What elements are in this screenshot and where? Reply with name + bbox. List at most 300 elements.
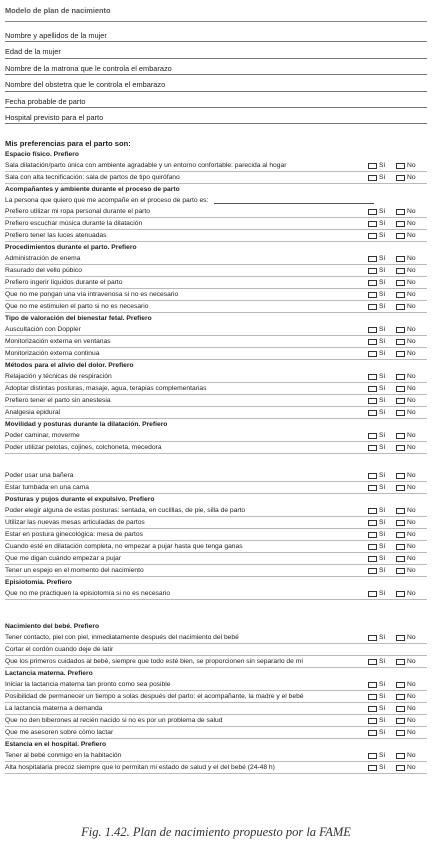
preference-label: Prefiero tener las luces atenuadas <box>5 232 107 240</box>
no-label: No <box>407 255 416 263</box>
yes-no-choices <box>368 482 427 493</box>
yes-checkbox[interactable] <box>368 544 377 551</box>
yes-checkbox[interactable] <box>368 635 377 642</box>
section-heading-label: Acompañantes y ambiente durante el proceso de parto <box>5 186 180 194</box>
yes-checkbox[interactable] <box>368 175 377 182</box>
birth-plan-form <box>5 5 427 774</box>
preference-label: Poder caminar, moverme <box>5 432 80 440</box>
yes-label: Sí <box>379 555 386 563</box>
yes-checkbox[interactable] <box>368 256 377 263</box>
section-heading <box>5 621 427 632</box>
yes-no-choices <box>368 565 427 576</box>
preference-row <box>5 230 427 242</box>
yes-label: Sí <box>379 444 386 452</box>
yes-no-choices <box>368 277 427 288</box>
no-checkbox[interactable] <box>396 351 405 358</box>
yes-checkbox[interactable] <box>368 351 377 358</box>
yes-label: Sí <box>379 658 386 666</box>
no-label: No <box>407 681 416 689</box>
no-checkbox[interactable] <box>396 532 405 539</box>
yes-label: Sí <box>379 634 386 642</box>
preferences-title: Mis preferencias para el parto son: <box>5 139 131 149</box>
no-label: No <box>407 279 416 287</box>
yes-label: Sí <box>379 531 386 539</box>
yes-label: Sí <box>379 208 386 216</box>
yes-label: Sí <box>379 472 386 480</box>
yes-no-choices <box>368 679 427 690</box>
yes-no-choices <box>368 383 427 394</box>
field-midwife: Nombre de la matrona que le controla el embarazo <box>5 59 427 75</box>
preference-label: Poder usar una bañera <box>5 472 74 480</box>
section-heading-label: Posturas y pujos durante el expulsivo. Prefiero <box>5 496 155 504</box>
no-label: No <box>407 705 416 713</box>
yes-checkbox[interactable] <box>368 233 377 240</box>
preference-label: Monitorización externa continua <box>5 350 100 358</box>
yes-label: Sí <box>379 567 386 575</box>
section-heading-label: Nacimiento del bebé. Prefiero <box>5 623 100 631</box>
yes-label: Sí <box>379 303 386 311</box>
no-label: No <box>407 350 416 358</box>
no-checkbox[interactable] <box>396 765 405 772</box>
preference-label: Prefiero ingerir líquidos durante el parto <box>5 279 123 287</box>
yes-checkbox[interactable] <box>368 556 377 563</box>
preference-label: Tener al bebé conmigo en la habitación <box>5 752 122 760</box>
no-label: No <box>407 729 416 737</box>
yes-no-choices <box>368 715 427 726</box>
preference-row <box>5 632 427 644</box>
preference-row <box>5 715 427 727</box>
yes-label: Sí <box>379 681 386 689</box>
no-label: No <box>407 397 416 405</box>
field-due-date: Fecha probable de parto <box>5 92 427 108</box>
field-obstetrician: Nombre del obstetra que le controla el embarazo <box>5 75 427 91</box>
preference-row <box>5 172 427 184</box>
yes-checkbox[interactable] <box>368 209 377 216</box>
yes-checkbox[interactable] <box>368 568 377 575</box>
preference-row <box>5 679 427 691</box>
no-label: No <box>407 555 416 563</box>
yes-no-choices <box>368 218 427 229</box>
yes-checkbox[interactable] <box>368 327 377 334</box>
no-label: No <box>407 267 416 275</box>
yes-no-choices <box>368 727 427 738</box>
yes-label: Sí <box>379 590 386 598</box>
yes-label: Sí <box>379 267 386 275</box>
no-label: No <box>407 162 416 170</box>
section-heading-label: Procedimientos durante el parto. Prefiero <box>5 244 137 252</box>
preference-label: Administración de enema <box>5 255 81 263</box>
yes-no-choices <box>368 470 427 481</box>
yes-no-choices <box>368 762 427 773</box>
no-checkbox[interactable] <box>396 398 405 405</box>
yes-label: Sí <box>379 338 386 346</box>
yes-checkbox[interactable] <box>368 280 377 287</box>
yes-label: Sí <box>379 291 386 299</box>
preference-label: Monitorización externa en ventanas <box>5 338 111 346</box>
no-label: No <box>407 693 416 701</box>
yes-label: Sí <box>379 220 386 228</box>
no-label: No <box>407 385 416 393</box>
yes-checkbox[interactable] <box>368 659 377 666</box>
yes-checkbox[interactable] <box>368 765 377 772</box>
yes-checkbox[interactable] <box>368 386 377 393</box>
no-checkbox[interactable] <box>396 544 405 551</box>
yes-no-choices <box>368 172 427 183</box>
yes-checkbox[interactable] <box>368 706 377 713</box>
preference-row <box>5 762 427 774</box>
no-label: No <box>407 432 416 440</box>
yes-checkbox[interactable] <box>368 473 377 480</box>
yes-checkbox[interactable] <box>368 532 377 539</box>
preference-row <box>5 553 427 565</box>
preference-row <box>5 324 427 336</box>
preference-row <box>5 517 427 529</box>
preference-label: Auscultación con Doppler <box>5 326 81 334</box>
preference-row <box>5 656 427 668</box>
yes-checkbox[interactable] <box>368 694 377 701</box>
no-checkbox[interactable] <box>396 268 405 275</box>
no-label: No <box>407 373 416 381</box>
field-age: Edad de la mujer <box>5 42 427 58</box>
preference-row <box>5 703 427 715</box>
yes-label: Sí <box>379 717 386 725</box>
preference-row <box>5 253 427 265</box>
preference-label: Alta hospitalaria precoz siempre que lo permitan mi estado de salud y el del bebé (24-48 h) <box>5 764 275 772</box>
preference-row <box>5 265 427 277</box>
yes-no-choices <box>368 336 427 347</box>
no-checkbox[interactable] <box>396 568 405 575</box>
section-heading <box>5 739 427 750</box>
section-heading <box>5 242 427 253</box>
yes-label: Sí <box>379 519 386 527</box>
preference-label: Prefiero tener el parto sin anestesia <box>5 397 111 405</box>
yes-label: Sí <box>379 693 386 701</box>
yes-label: Sí <box>379 397 386 405</box>
no-label: No <box>407 567 416 575</box>
no-checkbox[interactable] <box>396 410 405 417</box>
preference-label: Relajación y técnicas de respiración <box>5 373 112 381</box>
yes-label: Sí <box>379 543 386 551</box>
yes-checkbox[interactable] <box>368 508 377 515</box>
yes-no-choices <box>368 301 427 312</box>
no-checkbox[interactable] <box>396 706 405 713</box>
yes-checkbox[interactable] <box>368 398 377 405</box>
yes-no-choices <box>368 206 427 217</box>
section-heading-label: Estancia en el hospital. Prefiero <box>5 741 107 749</box>
yes-checkbox[interactable] <box>368 591 377 598</box>
preference-row <box>5 195 427 206</box>
yes-checkbox[interactable] <box>368 730 377 737</box>
no-label: No <box>407 634 416 642</box>
preference-label: Iniciar la lactancia materna tan pronto como sea posible <box>5 681 171 689</box>
yes-label: Sí <box>379 764 386 772</box>
preference-row <box>5 407 427 419</box>
preference-row <box>5 750 427 762</box>
section-heading <box>5 313 427 324</box>
no-checkbox[interactable] <box>396 339 405 346</box>
yes-checkbox[interactable] <box>368 163 377 170</box>
preference-label: Tener contacto, piel con piel, inmediatamente después del nacimiento del bebé <box>5 634 239 642</box>
yes-checkbox[interactable] <box>368 520 377 527</box>
yes-no-choices <box>368 230 427 241</box>
section-heading-label: Métodos para el alivio del dolor. Prefiero <box>5 362 134 370</box>
no-checkbox[interactable] <box>396 163 405 170</box>
no-checkbox[interactable] <box>396 233 405 240</box>
yes-label: Sí <box>379 350 386 358</box>
preference-row <box>5 336 427 348</box>
companion-name-line[interactable] <box>214 203 374 204</box>
section-heading <box>5 577 427 588</box>
no-checkbox[interactable] <box>396 591 405 598</box>
yes-label: Sí <box>379 409 386 417</box>
preference-row <box>5 218 427 230</box>
preference-row <box>5 482 427 494</box>
yes-no-choices <box>368 529 427 540</box>
preference-label: Que me asesoren sobre cómo lactar <box>5 729 114 737</box>
no-checkbox[interactable] <box>396 209 405 216</box>
preference-label: Estar tumbada en una cama <box>5 484 90 492</box>
preference-label: Analgesia epidural <box>5 409 61 417</box>
yes-checkbox[interactable] <box>368 304 377 311</box>
section-heading <box>5 360 427 371</box>
no-label: No <box>407 409 416 417</box>
preference-label: Prefiero utilizar mi ropa personal durante el parto <box>5 208 150 216</box>
no-checkbox[interactable] <box>396 520 405 527</box>
no-checkbox[interactable] <box>396 718 405 725</box>
preference-row <box>5 541 427 553</box>
preference-label: Poder utilizar pelotas, cojines, colchoneta, mecedora <box>5 444 162 452</box>
preference-row <box>5 371 427 383</box>
no-label: No <box>407 472 416 480</box>
yes-no-choices <box>368 703 427 714</box>
yes-no-choices <box>368 541 427 552</box>
no-checkbox[interactable] <box>396 730 405 737</box>
section-heading <box>5 184 427 195</box>
no-label: No <box>407 764 416 772</box>
preferences-block-3 <box>5 621 427 774</box>
yes-no-choices <box>368 656 427 667</box>
no-checkbox[interactable] <box>396 473 405 480</box>
preference-row <box>5 588 427 600</box>
no-label: No <box>407 658 416 666</box>
no-label: No <box>407 220 416 228</box>
preference-row <box>5 206 427 218</box>
preference-label: Sala dilatación/parto única con ambiente agradable y un entorno confortable: parecida al hogar <box>5 162 287 170</box>
no-checkbox[interactable] <box>396 221 405 228</box>
preference-label: Estar en postura ginecológica: mesa de partos <box>5 531 143 539</box>
yes-label: Sí <box>379 432 386 440</box>
preference-label: Prefiero escuchar música durante la dilatación <box>5 220 143 228</box>
no-label: No <box>407 717 416 725</box>
preference-row <box>5 565 427 577</box>
preference-label: Cuando esté en dilatación completa, no empezar a pujar hasta que tenga ganas <box>5 543 243 551</box>
yes-no-choices <box>368 430 427 441</box>
preference-label: Que no me estimulen el parto si no es necesario <box>5 303 149 311</box>
preference-row <box>5 691 427 703</box>
yes-no-choices <box>368 553 427 564</box>
no-label: No <box>407 752 416 760</box>
preference-label: Tener un espejo en el momento del nacimiento <box>5 567 144 575</box>
no-checkbox[interactable] <box>396 659 405 666</box>
yes-label: Sí <box>379 255 386 263</box>
yes-checkbox[interactable] <box>368 433 377 440</box>
yes-no-choices <box>368 517 427 528</box>
preference-label: Que no me practiquen la episiotomía si no es necesario <box>5 590 171 598</box>
no-label: No <box>407 232 416 240</box>
no-checkbox[interactable] <box>396 556 405 563</box>
preferences-block-2 <box>5 470 427 600</box>
preference-row <box>5 289 427 301</box>
preference-row <box>5 727 427 739</box>
yes-checkbox[interactable] <box>368 292 377 299</box>
preference-label: Sala con alta tecnificación: sala de partos de tipo quirófano <box>5 174 180 182</box>
yes-checkbox[interactable] <box>368 445 377 452</box>
section-heading-label: Episiotomía. Prefiero <box>5 579 72 587</box>
section-heading <box>5 419 427 430</box>
yes-label: Sí <box>379 162 386 170</box>
yes-label: Sí <box>379 729 386 737</box>
yes-label: Sí <box>379 232 386 240</box>
preference-label: Utilizar las nuevas mesas articuladas de partos <box>5 519 145 527</box>
yes-label: Sí <box>379 174 386 182</box>
no-checkbox[interactable] <box>396 433 405 440</box>
yes-no-choices <box>368 505 427 516</box>
preference-label: Que no me pongan una vía intravenosa si no es necesario <box>5 291 179 299</box>
yes-no-choices <box>368 632 427 643</box>
preference-row <box>5 301 427 313</box>
preference-label: Posibilidad de permanecer un tiempo a solas después del parto: el acompañante, la madre y el bebé <box>5 693 304 701</box>
yes-no-choices <box>368 253 427 264</box>
no-label: No <box>407 208 416 216</box>
no-checkbox[interactable] <box>396 508 405 515</box>
preference-row <box>5 395 427 407</box>
figure-caption: Fig. 1.42. Plan de nacimiento propuesto por la FAME <box>81 825 351 839</box>
no-label: No <box>407 291 416 299</box>
yes-checkbox[interactable] <box>368 339 377 346</box>
section-heading <box>5 668 427 679</box>
yes-checkbox[interactable] <box>368 374 377 381</box>
preference-row <box>5 160 427 172</box>
no-label: No <box>407 444 416 452</box>
yes-checkbox[interactable] <box>368 410 377 417</box>
yes-no-choices <box>368 395 427 406</box>
no-label: No <box>407 338 416 346</box>
no-label: No <box>407 590 416 598</box>
no-label: No <box>407 531 416 539</box>
no-checkbox[interactable] <box>396 327 405 334</box>
preference-label: Que los primeros cuidados al bebé, siempre que todo esté bien, se proporcionen sin separarlo de mí <box>5 658 304 666</box>
no-checkbox[interactable] <box>396 256 405 263</box>
yes-no-choices <box>368 289 427 300</box>
no-checkbox[interactable] <box>396 374 405 381</box>
no-checkbox[interactable] <box>396 694 405 701</box>
no-checkbox[interactable] <box>396 280 405 287</box>
yes-no-choices <box>368 371 427 382</box>
yes-label: Sí <box>379 385 386 393</box>
no-label: No <box>407 543 416 551</box>
preference-row <box>5 505 427 517</box>
yes-label: Sí <box>379 484 386 492</box>
no-label: No <box>407 484 416 492</box>
yes-checkbox[interactable] <box>368 268 377 275</box>
personal-fields <box>5 26 427 124</box>
preference-label: Poder elegir alguna de estas posturas: sentada, en cuclillas, de pie, silla de parto <box>5 507 246 515</box>
yes-label: Sí <box>379 279 386 287</box>
yes-no-choices <box>368 407 427 418</box>
no-checkbox[interactable] <box>396 753 405 760</box>
yes-label: Sí <box>379 326 386 334</box>
yes-no-choices <box>368 442 427 453</box>
section-heading <box>5 494 427 505</box>
yes-checkbox[interactable] <box>368 485 377 492</box>
yes-no-choices <box>368 588 427 599</box>
preference-label: Cortar el cordón cuando deje de latir <box>5 646 114 654</box>
preference-row <box>5 644 427 656</box>
no-label: No <box>407 303 416 311</box>
preference-label: La lactancia materna a demanda <box>5 705 103 713</box>
yes-no-choices <box>368 750 427 761</box>
preference-row <box>5 430 427 442</box>
section-heading-label: Tipo de valoración del bienestar fetal. Prefiero <box>5 315 152 323</box>
yes-checkbox[interactable] <box>368 682 377 689</box>
section-heading-label: Espacio físico. Prefiero <box>5 151 79 159</box>
no-checkbox[interactable] <box>396 445 405 452</box>
preference-row <box>5 442 427 454</box>
preference-label: Que no den biberones al recién nacido si no es por un problema de salud <box>5 717 223 725</box>
preference-label: La persona que quiero que me acompañe en el proceso de parto es: <box>5 197 209 205</box>
section-heading-label: Movilidad y posturas durante la dilatación. Prefiero <box>5 421 168 429</box>
field-hospital: Hospital previsto para el parto <box>5 108 427 124</box>
yes-checkbox[interactable] <box>368 718 377 725</box>
no-label: No <box>407 326 416 334</box>
yes-no-choices <box>368 160 427 171</box>
preference-row <box>5 529 427 541</box>
yes-no-choices <box>368 691 427 702</box>
yes-label: Sí <box>379 705 386 713</box>
no-label: No <box>407 519 416 527</box>
yes-label: Sí <box>379 507 386 515</box>
yes-no-choices <box>368 348 427 359</box>
preference-label: Que me digan cuándo empezar a pujar <box>5 555 121 563</box>
yes-label: Sí <box>379 373 386 381</box>
preference-label: Rasurado del vello púbico <box>5 267 82 275</box>
preferences-block-1 <box>5 149 427 454</box>
no-checkbox[interactable] <box>396 175 405 182</box>
yes-no-choices <box>368 324 427 335</box>
no-label: No <box>407 507 416 515</box>
no-checkbox[interactable] <box>396 304 405 311</box>
no-checkbox[interactable] <box>396 485 405 492</box>
preference-row <box>5 383 427 395</box>
yes-checkbox[interactable] <box>368 221 377 228</box>
section-heading-label: Lactancia materna. Prefiero <box>5 670 93 678</box>
no-checkbox[interactable] <box>396 635 405 642</box>
no-checkbox[interactable] <box>396 386 405 393</box>
field-name: Nombre y apellidos de la mujer <box>5 26 427 42</box>
preference-row <box>5 277 427 289</box>
no-checkbox[interactable] <box>396 682 405 689</box>
preference-row <box>5 348 427 360</box>
preference-label: Adoptar distintas posturas, masaje, agua, terapias complementarias <box>5 385 207 393</box>
yes-label: Sí <box>379 752 386 760</box>
yes-no-choices <box>368 265 427 276</box>
no-label: No <box>407 174 416 182</box>
no-checkbox[interactable] <box>396 292 405 299</box>
preference-row <box>5 470 427 482</box>
form-title: Modelo de plan de nacimiento <box>5 5 427 22</box>
section-heading <box>5 149 427 160</box>
yes-checkbox[interactable] <box>368 753 377 760</box>
